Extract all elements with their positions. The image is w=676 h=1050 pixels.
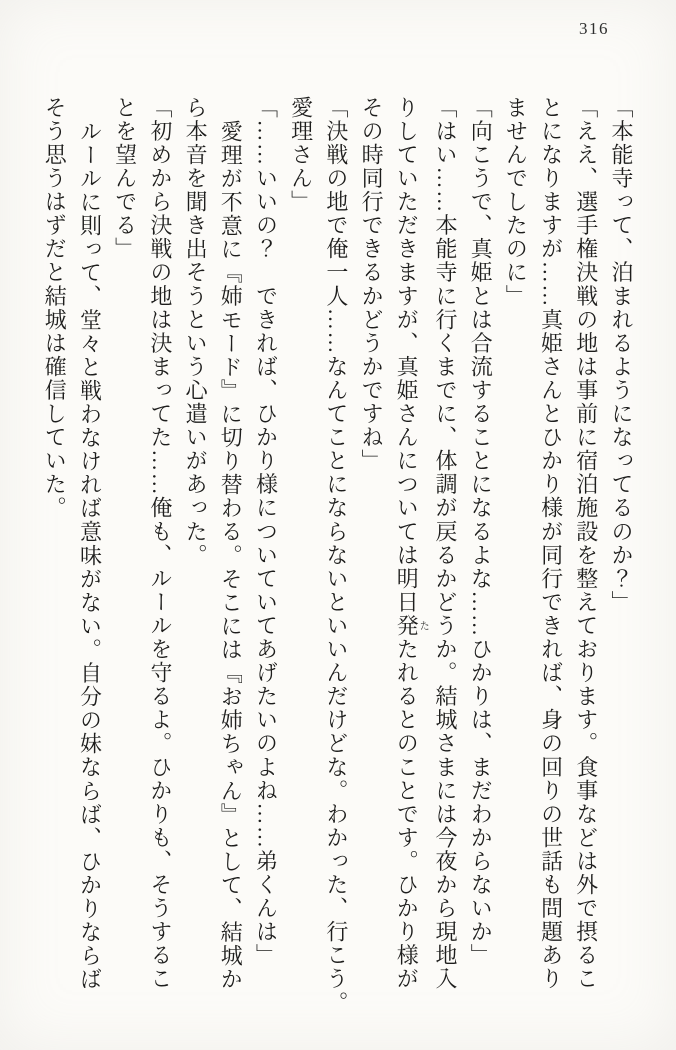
text-line-7	[389, 96, 428, 1002]
text-line-15: とを望んでる」	[112, 96, 138, 261]
furigana-base: 発	[394, 614, 420, 638]
text-line-1: 「本能寺って、泊まれるようになってるのか？」	[609, 96, 634, 615]
text-line-16: ルールに則って、堂々と戦わなければ意味がない。自分の妹ならば、ひかりならば	[77, 119, 103, 991]
text-line-11: 「……いいの？ できれば、ひかり様についていてあげたいのよね……弟くんは」	[253, 96, 279, 968]
text-block	[37, 96, 639, 1015]
text-line-4: ませんでしたのに」	[503, 96, 529, 308]
text-line-7-pre: りしていただきますが、真姫さんについては明日	[394, 96, 420, 615]
text-line-14: 「初めから決戦の地は決まってた……俺も、ルールを守るよ。ひかりも、そうするこ	[147, 96, 173, 991]
text-line-9: 「決戦の地で俺一人……なんてことにならないといいんだけどな。わかった、行こう。	[323, 96, 349, 1015]
furigana-hatsu	[394, 614, 429, 638]
text-line-10: 愛理さん」	[288, 96, 314, 214]
text-line-17: そう思うはずだと結城は確信していた。	[42, 96, 68, 520]
text-line-2: 「ええ、選手権決戦の地は事前に宿泊施設を整えております。食事などは外で摂るこ	[573, 96, 599, 991]
text-line-12: 愛理が不意に『姉モード』に切り替わる。そこには『お姉ちゃん』として、結城か	[218, 119, 244, 991]
text-line-6: 「はい……本能寺に行くまでに、体調が戻るかどうか。結城さまには今夜から現地入	[432, 96, 458, 991]
page-number: 316	[579, 19, 609, 38]
text-line-8: その時同行できるかどうかですね」	[359, 96, 385, 473]
text-line-7-post: たれるとのことです。ひかり様が	[394, 637, 420, 991]
text-line-13: ら本音を聞き出そうという心遣いがあった。	[183, 96, 209, 567]
text-line-3: とになりますが……真姫さんとひかり様が同行できれば、身の回りの世話も問題あり	[538, 96, 564, 991]
furigana-reading: た	[417, 614, 429, 638]
text-line-5: 「向こうで、真姫とは合流することになるよな……ひかりは、まだわからないか」	[468, 96, 494, 968]
